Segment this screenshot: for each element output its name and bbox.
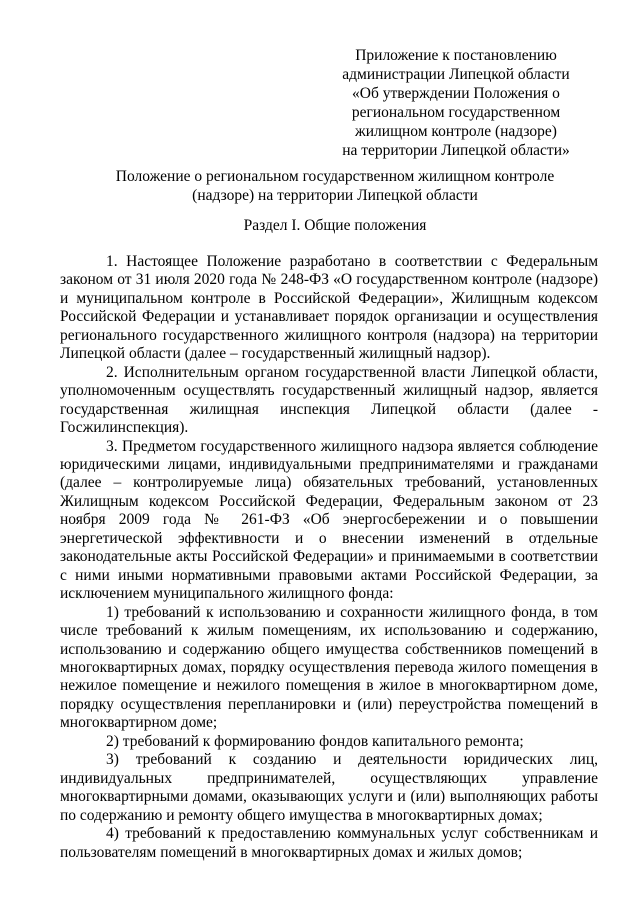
title-line: (надзоре) на территории Липецкой области xyxy=(192,187,478,204)
list-item: 1) требований к использованию и сохранности жилищного фонда, в том числе требований к жилым помещениям, их использованию и содержанию, использованию и содержанию общего имущества собственников помещений в многоквартирных домах, порядку осуществления перевода жилого помещения в нежилое помещение и нежилого помещения в жилое в многоквартирном доме, порядку осуществления перепланировки и (или) переустройства помещений в многоквартирном доме; xyxy=(60,603,598,732)
appendix-line: жилищном контроле (надзоре) xyxy=(355,123,557,140)
appendix-line: Приложение к постановлению xyxy=(355,47,557,64)
appendix-block xyxy=(300,46,612,160)
paragraph: 3. Предметом государственного жилищного надзора является соблюдение юридическими лицами, индивидуальными предпринимателями и гражданами (далее – контролируемые лица) обязательных требований, установленных Жилищным кодексом Российской Федерации, Федеральным законом от 23 ноября 2009 года № 261-ФЗ «Об энергосбережении и о повышении энергетической эффективности и о внесении изменений в отдельные законодательные акты Российской Федерации» и принимаемыми в соответствии с ними иными нормативными правовыми актами Российской Федерации, за исключением муниципального жилищного фонда: xyxy=(60,437,598,603)
section-heading: Раздел I. Общие положения xyxy=(243,217,427,234)
document-title xyxy=(70,167,600,205)
paragraph: 1. Настоящее Положение разработано в соответствии с Федеральным законом от 31 июля 2020 года № 248-ФЗ «О государственном контроле (надзоре) и муниципальном контроле в Российской Федерации», Жилищным кодексом Российской Федерации и устанавливает порядок организации и осуществления регионального государственного жилищного контроля (надзора) на территории Липецкой области (далее – государственный жилищный надзор). xyxy=(60,253,598,363)
paragraph: 2. Исполнительным органом государственной власти Липецкой области, уполномоченным осуществлять государственный жилищный надзор, является государственная жилищная инспекция Липецкой области (далее - Госжилинспекция). xyxy=(60,363,598,437)
appendix-line: администрации Липецкой области xyxy=(342,66,570,83)
list-item: 2) требований к формированию фондов капитального ремонта; xyxy=(106,732,524,750)
appendix-line: на территории Липецкой области» xyxy=(342,142,570,159)
document-body xyxy=(60,253,598,862)
title-line: Положение о региональном государственном жилищном контроле xyxy=(115,168,555,185)
appendix-line: региональном государственном xyxy=(351,104,561,121)
list-item: 3) требований к созданию и деятельности юридических лиц, индивидуальных предпринимателей, осуществляющих управление многоквартирными домами, оказывающих услуги и (или) выполняющих работы по содержанию и ремонту общего имущества в многоквартирных домах; xyxy=(60,751,598,824)
list-item: 4) требований к предоставлению коммунальных услуг собственникам и пользователям помещений в многоквартирных домах и жилых домов; xyxy=(60,825,598,861)
appendix-line: «Об утверждении Положения о xyxy=(352,85,560,102)
